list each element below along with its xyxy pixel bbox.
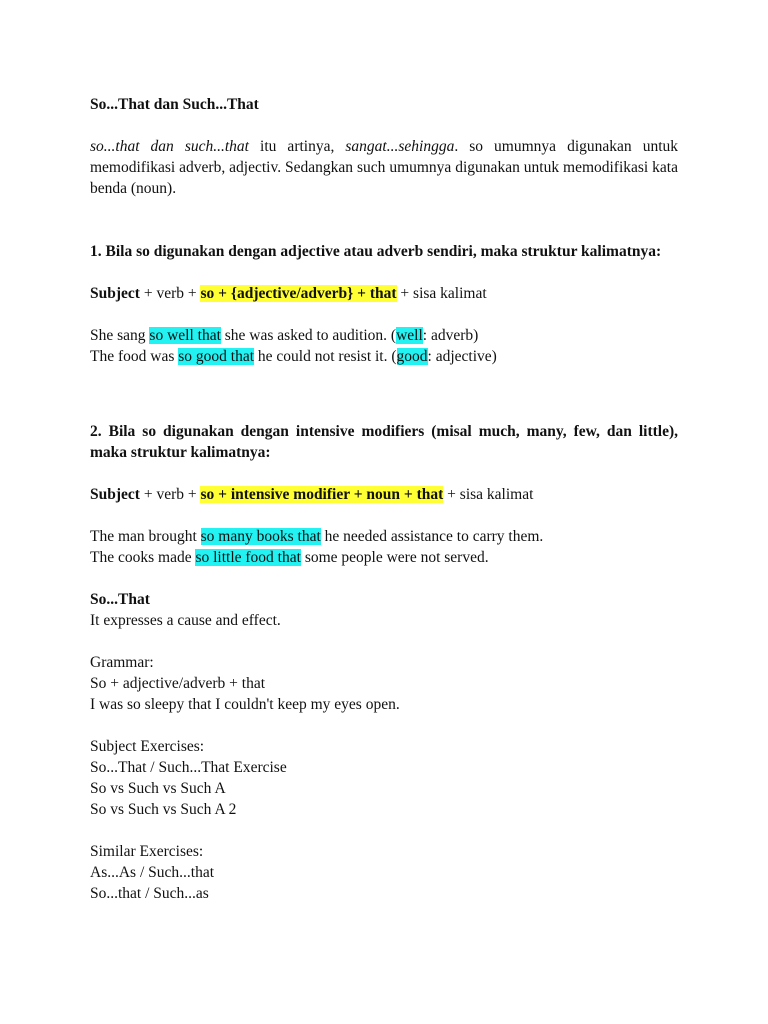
section1-formula (90, 283, 678, 304)
intro-text-2: . so umumnya digunakan untuk memodifikasi adverb, adjectiv. Sedangkan such umumnya digunakan untuk memodifikasi kata benda (noun). (90, 138, 678, 197)
intro-meaning: sangat...sehingga (345, 138, 455, 155)
example-text: : adjective) (427, 348, 497, 365)
grammar-rule: So + adjective/adverb + that (90, 675, 266, 692)
formula-subject: Subject (90, 285, 140, 302)
example-text: The food was (90, 348, 179, 365)
example-text: he could not resist it. ( (254, 348, 397, 365)
subject-exercise-link[interactable]: So vs Such vs Such A (90, 780, 226, 797)
formula-verb: + verb + (139, 486, 201, 503)
subject-exercise-link[interactable]: So...That / Such...That Exercise (90, 759, 287, 776)
formula-verb: + verb + (139, 285, 201, 302)
formula-rest: + sisa kalimat (396, 285, 487, 302)
similar-exercise-link[interactable]: As...As / Such...that (90, 864, 214, 881)
subject-exercise-link[interactable]: So vs Such vs Such A 2 (90, 801, 237, 818)
example-word-highlight: good (396, 348, 428, 365)
section1-heading: 1. Bila so digunakan dengan adjective atau adverb sendiri, maka struktur kalimatnya: (90, 243, 662, 260)
example-highlight: so many books that (200, 528, 321, 545)
section1-example-2 (90, 346, 678, 367)
document-title: So...That dan Such...That (90, 96, 259, 113)
intro-paragraph (90, 136, 678, 199)
section2-heading: 2. Bila so digunakan dengan intensive modifiers (misal much, many, few, dan little), maka struktur kalimatnya: (90, 423, 678, 461)
similar-exercise-link[interactable]: So...that / Such...as (90, 885, 209, 902)
example-text: : adverb) (422, 327, 479, 344)
intro-term: so...that dan such...that (90, 138, 249, 155)
section2-formula (90, 484, 678, 505)
example-text: some people were not served. (300, 549, 489, 566)
example-highlight: so little food that (195, 549, 301, 566)
formula-subject: Subject (90, 486, 140, 503)
section2-example-2 (90, 547, 678, 568)
example-highlight: so well that (149, 327, 221, 344)
example-text: She sang (90, 327, 150, 344)
formula-rest: + sisa kalimat (443, 486, 534, 503)
example-text: The man brought (90, 528, 201, 545)
example-text: he needed assistance to carry them. (320, 528, 544, 545)
document-page (90, 94, 678, 904)
example-highlight: so good that (178, 348, 255, 365)
example-word-highlight: well (396, 327, 423, 344)
formula-highlight: so + {adjective/adverb} + that (200, 285, 397, 302)
example-text: she was asked to audition. ( (220, 327, 397, 344)
subject-exercises-label: Subject Exercises: (90, 738, 205, 755)
similar-exercises-label: Similar Exercises: (90, 843, 204, 860)
grammar-label: Grammar: (90, 654, 154, 671)
section1-example-1 (90, 325, 678, 346)
section2-example-1 (90, 526, 678, 547)
formula-highlight: so + intensive modifier + noun + that (200, 486, 444, 503)
so-that-description: It expresses a cause and effect. (90, 612, 281, 629)
example-text: The cooks made (90, 549, 196, 566)
so-that-heading: So...That (90, 591, 150, 608)
grammar-example: I was so sleepy that I couldn't keep my eyes open. (90, 696, 400, 713)
intro-text-1: itu artinya, (249, 138, 346, 155)
